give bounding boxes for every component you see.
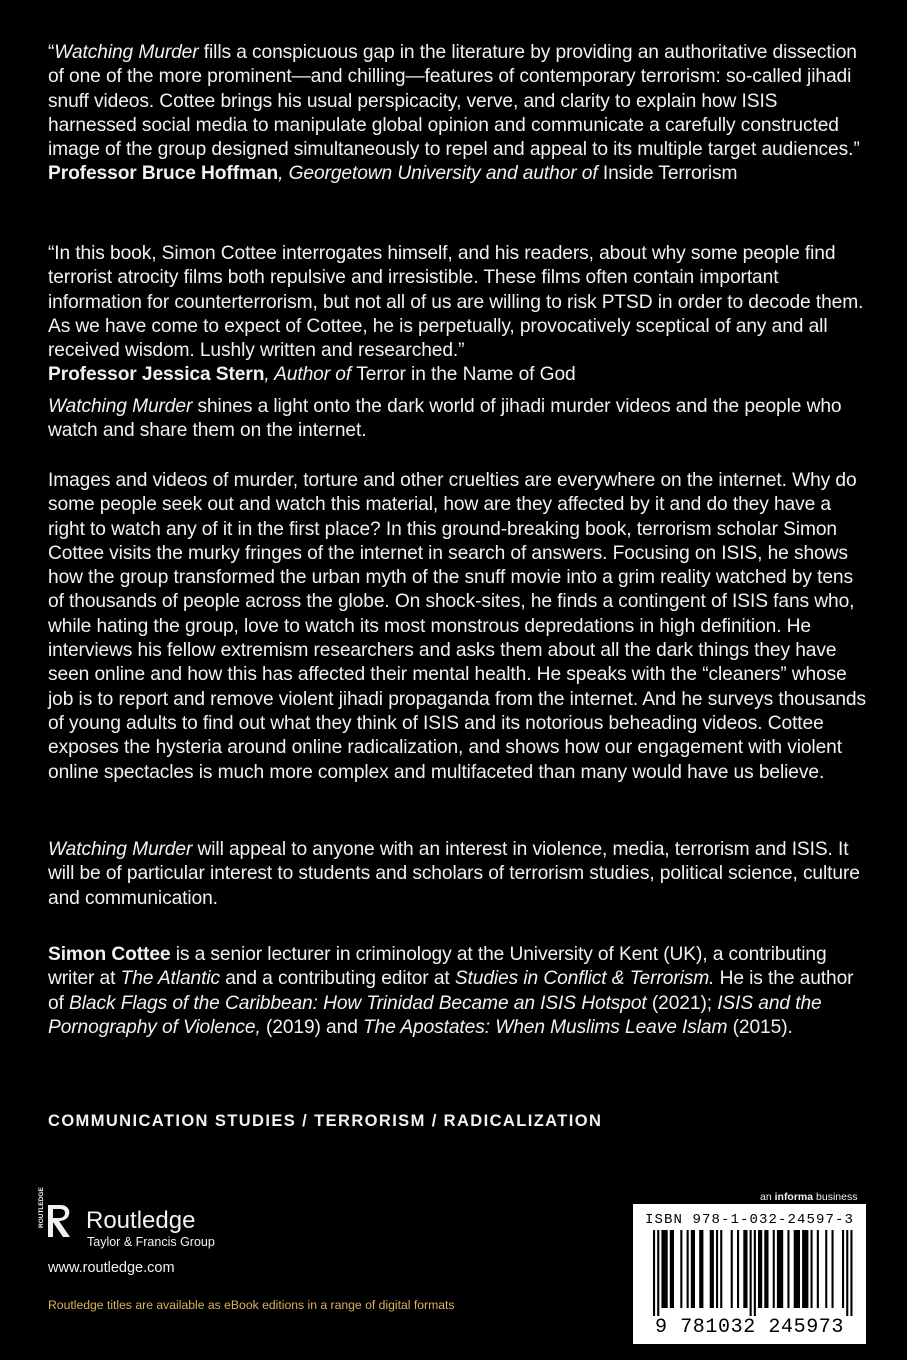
- book-title: Watching Murder: [48, 396, 193, 417]
- author-name: Simon Cottee: [48, 944, 171, 965]
- barcode-bar: [794, 1230, 800, 1308]
- barcode-bar: [787, 1230, 789, 1308]
- routledge-r-icon: [38, 1187, 76, 1255]
- barcode-bar: [731, 1230, 733, 1308]
- publisher-url[interactable]: www.routledge.com: [48, 1260, 175, 1276]
- barcode-bar: [691, 1230, 695, 1308]
- endorser-name: Professor Jessica Stern: [48, 364, 265, 386]
- barcode-bar: [758, 1230, 762, 1308]
- isbn-label: ISBN 978-1-032-24597-3: [644, 1212, 855, 1228]
- endorsement-quote: “In this book, Simon Cottee interrogates himself, and his readers, about why some people find terrorist atrocity films both repulsive and irresistible. These films often contain important information for counterterrorism, but not all of us are willing to risk PTSD in order to decode them. As we have come to expect of Cottee, he is perpetually, provocatively sceptical of any and all received wisdom. Lushly written and researched.”: [48, 243, 864, 362]
- endorser-name: Professor Bruce Hoffman: [48, 163, 279, 185]
- barcode-bar: [743, 1230, 747, 1308]
- blurb-intro: Watching Murder shines a light onto the dark world of jihadi murder videos and the people who watch and share them on the internet.: [48, 396, 842, 442]
- blurb-body: Images and videos of murder, torture and other cruelties are everywhere on the internet. Why do some people seek out and watch this material, how are they affected by it and do they have a right to watch any of it in the first place? In this ground-breaking book, terrorism scholar Simon Cottee visits the murky fringes of the internet in search of answers. Focusing on ISIS, he shows how the group transformed the urban myth of the snuff movie into a grim reality watched by tens of thousands of people across the globe. On shock-sites, he finds a contingent of ISIS fans who, while hating the group, love to watch its most monstrous depredations in high definition. He interviews his fellow extremism researchers and asks them about all the dark things they have seen online and how this has affected their mental health. He speaks with the “cleaners” whose job is to report and remove violent jihadi propaganda from the internet. And he surveys thousands of young adults to find out what they think of ISIS and its notorious beheading videos. Cottee exposes the hysteria around online radicalization, and shows how our engagement with violent online spectacles is much more complex and multifaceted than many would have us believe.: [48, 470, 866, 783]
- barcode-bar: [720, 1230, 722, 1308]
- publisher-group: Taylor & Francis Group: [87, 1235, 215, 1249]
- endorsement-stern: [48, 242, 866, 388]
- ebook-note: Routledge titles are available as eBook editions in a range of digital formats: [48, 1298, 455, 1312]
- book-title: Watching Murder: [54, 42, 199, 63]
- book-title: Watching Murder: [48, 839, 193, 860]
- logo-vertical-text: ROUTLEDGE: [38, 1187, 45, 1228]
- barcode-bar: [811, 1230, 813, 1308]
- barcode-bar: [777, 1230, 783, 1308]
- barcode-bar: [773, 1230, 775, 1308]
- barcode-bar: [850, 1230, 852, 1316]
- ean-digits: 9 781032 245973: [654, 1316, 845, 1339]
- barcode-bar: [764, 1230, 768, 1308]
- isbn-barcode: [633, 1204, 866, 1344]
- publisher-name: Routledge: [86, 1207, 196, 1234]
- endorsement-attribution: Professor Bruce Hoffman, Georgetown University and author of Inside Terrorism: [48, 163, 738, 185]
- barcode-bar: [750, 1230, 752, 1316]
- barcode-bar: [657, 1230, 659, 1316]
- endorsement-hoffman: [48, 41, 866, 187]
- barcode-bar: [846, 1230, 848, 1316]
- author-bio: Simon Cottee is a senior lecturer in criminology at the University of Kent (UK), a contributing writer at The Atlantic and a contributing editor at Studies in Conflict & Terrorism. He is the author of Black Flags of the Caribbean: How Trinidad Became an ISIS Hotspot (2021); ISIS and the Pornography of Violence, (2019) and The Apostates: When Muslims Leave Islam (2015).: [48, 944, 854, 1038]
- barcode-bar: [716, 1230, 718, 1308]
- barcode-bar: [737, 1230, 739, 1308]
- endorsement-attribution: Professor Jessica Stern, Author of Terror in the Name of God: [48, 364, 576, 386]
- endorsement-quote: “Watching Murder fills a conspicuous gap in the literature by providing an authoritative dissection of one of the more prominent—and chilling—features of contemporary terrorism: so-called jihadi snuff videos. Cottee brings his usual perspicacity, verve, and clarity to explain how ISIS harnessed social media to manipulate global opinion and communicate a carefully constructed image of the group designed simultaneously to repel and appeal to its multiple target audiences.”: [48, 42, 860, 161]
- barcode-bar: [699, 1230, 703, 1308]
- barcode-bar: [842, 1230, 844, 1308]
- barcode-bar: [817, 1230, 819, 1308]
- barcode-bar: [653, 1230, 655, 1316]
- barcode-bars: [641, 1230, 858, 1316]
- barcode-bar: [680, 1230, 682, 1308]
- barcode-bar: [661, 1230, 667, 1308]
- informa-tagline: an informa business: [760, 1191, 858, 1203]
- barcode-bar: [802, 1230, 808, 1308]
- blurb-audience: Watching Murder will appeal to anyone with an interest in violence, media, terrorism and ISIS. It will be of particular interest to students and scholars of terrorism studies, political science, culture and communication.: [48, 839, 860, 909]
- barcode-bar: [710, 1230, 714, 1308]
- barcode-bar: [825, 1230, 827, 1308]
- barcode-bar: [832, 1230, 834, 1308]
- subject-categories: COMMUNICATION STUDIES / TERRORISM / RADICALIZATION: [48, 1112, 603, 1130]
- barcode-bar: [670, 1230, 674, 1308]
- barcode-bar: [754, 1230, 756, 1316]
- routledge-logo: [38, 1187, 260, 1255]
- barcode-bar: [687, 1230, 689, 1308]
